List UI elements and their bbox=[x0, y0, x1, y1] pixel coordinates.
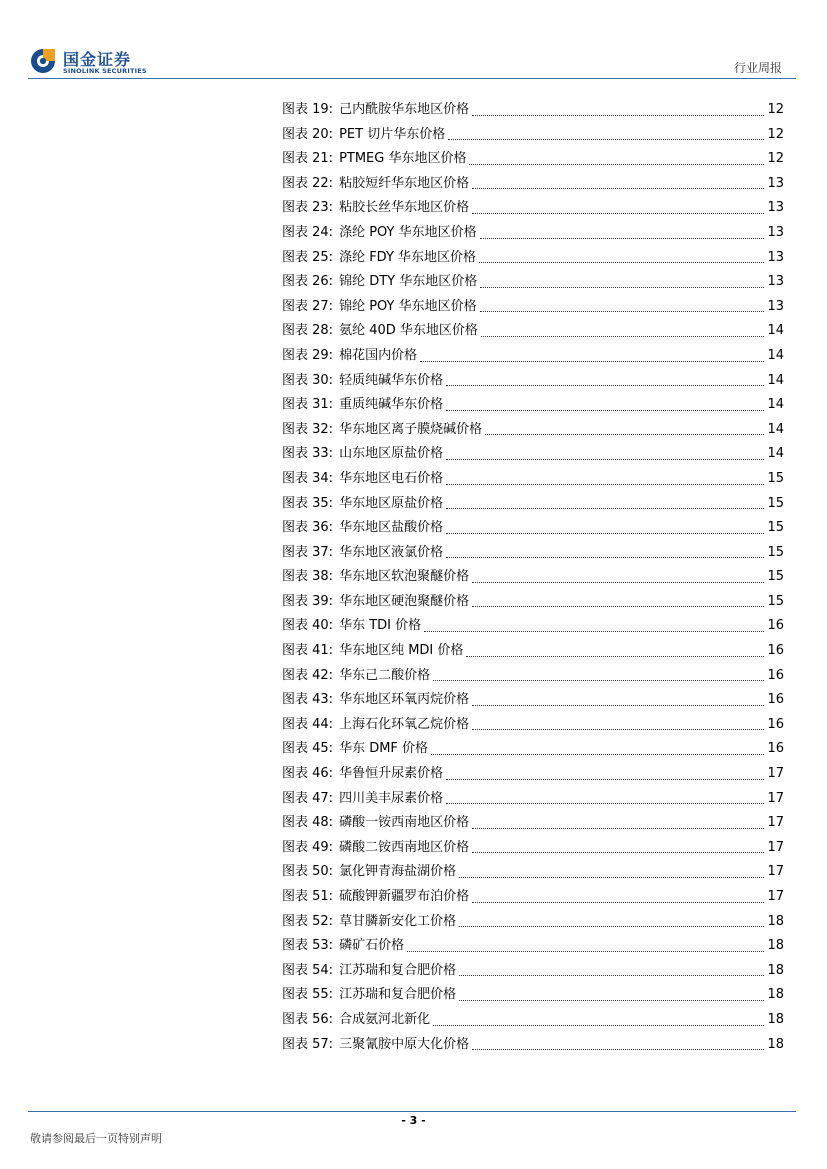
toc-dot-leader bbox=[485, 434, 764, 435]
toc-entry[interactable] bbox=[282, 492, 784, 517]
toc-figure-title: 硫酸钾新疆罗布泊价格 bbox=[339, 889, 470, 904]
toc-entry[interactable] bbox=[282, 959, 784, 984]
toc-figure-title: 涤纶 FDY 华东地区价格 bbox=[339, 249, 477, 265]
toc-dot-leader bbox=[424, 631, 764, 632]
page-header bbox=[0, 0, 827, 80]
toc-dot-leader bbox=[459, 926, 764, 927]
toc-entry[interactable] bbox=[282, 246, 784, 271]
toc-page-number: 14 bbox=[767, 421, 784, 437]
toc-dot-leader bbox=[472, 705, 764, 706]
toc-figure-label: 图表 40: bbox=[282, 618, 334, 634]
toc-page-number: 15 bbox=[767, 569, 784, 585]
toc-figure-title: 华东 DMF 价格 bbox=[339, 741, 429, 757]
toc-dot-leader bbox=[472, 828, 764, 829]
toc-figure-label: 图表 57: bbox=[282, 1036, 334, 1052]
toc-figure-title: 己内酰胺华东地区价格 bbox=[339, 102, 470, 117]
toc-page-number: 17 bbox=[767, 889, 784, 904]
toc-page-number: 13 bbox=[767, 298, 784, 314]
toc-entry[interactable] bbox=[282, 664, 784, 689]
toc-figure-title: 华东地区软泡聚醚价格 bbox=[339, 569, 470, 585]
toc-page-number: 15 bbox=[767, 495, 784, 511]
toc-figure-title: 涤纶 POY 华东地区价格 bbox=[339, 224, 477, 240]
toc-figure-title: 磷矿石价格 bbox=[339, 938, 405, 954]
toc-entry[interactable] bbox=[282, 196, 784, 221]
toc-figure-label: 图表 51: bbox=[282, 889, 334, 904]
toc-figure-label: 图表 22: bbox=[282, 175, 334, 191]
toc-page-number: 16 bbox=[767, 618, 784, 634]
toc-entry[interactable] bbox=[282, 762, 784, 787]
toc-figure-label: 图表 44: bbox=[282, 716, 334, 732]
toc-page-number: 14 bbox=[767, 372, 784, 388]
toc-figure-label: 图表 39: bbox=[282, 593, 334, 609]
toc-figure-label: 图表 20: bbox=[282, 126, 334, 142]
logo-chinese-name: 国金证券 bbox=[63, 50, 132, 69]
toc-dot-leader bbox=[446, 484, 764, 485]
toc-page-number: 13 bbox=[767, 249, 784, 265]
toc-figure-label: 图表 46: bbox=[282, 766, 334, 782]
toc-figure-label: 图表 33: bbox=[282, 446, 334, 462]
toc-entry[interactable] bbox=[282, 270, 784, 295]
toc-figure-title: 华东地区盐酸价格 bbox=[339, 520, 444, 536]
toc-figure-label: 图表 27: bbox=[282, 298, 334, 314]
toc-dot-leader bbox=[446, 385, 764, 386]
toc-figure-title: 三聚氰胺中原大化价格 bbox=[339, 1036, 470, 1052]
toc-figure-label: 图表 48: bbox=[282, 815, 334, 831]
toc-figure-label: 图表 50: bbox=[282, 864, 334, 880]
toc-dot-leader bbox=[472, 582, 764, 583]
toc-entry[interactable] bbox=[282, 295, 784, 320]
sinolink-logo-icon bbox=[30, 48, 56, 74]
toc-entry[interactable] bbox=[282, 737, 784, 762]
toc-entry[interactable] bbox=[282, 393, 784, 418]
toc-dot-leader bbox=[472, 729, 764, 730]
toc-page-number: 17 bbox=[767, 766, 784, 782]
toc-entry[interactable] bbox=[282, 467, 784, 492]
toc-figure-label: 图表 43: bbox=[282, 692, 334, 708]
toc-page-number: 13 bbox=[767, 200, 784, 216]
toc-figure-label: 图表 28: bbox=[282, 323, 334, 339]
toc-entry[interactable] bbox=[282, 418, 784, 443]
toc-page-number: 17 bbox=[767, 790, 784, 806]
toc-figure-title: 山东地区原盐价格 bbox=[339, 446, 444, 462]
toc-dot-leader bbox=[479, 262, 764, 263]
toc-dot-leader bbox=[472, 115, 764, 116]
toc-figure-title: 华东地区电石价格 bbox=[339, 470, 444, 486]
toc-figure-title: 粘胶长丝华东地区价格 bbox=[339, 200, 470, 216]
toc-entry[interactable] bbox=[282, 614, 784, 639]
toc-figure-title: 粘胶短纤华东地区价格 bbox=[339, 175, 470, 191]
toc-page-number: 13 bbox=[767, 274, 784, 290]
toc-figure-label: 图表 30: bbox=[282, 372, 334, 388]
toc-page-number: 13 bbox=[767, 175, 784, 191]
toc-dot-leader bbox=[472, 606, 764, 607]
toc-dot-leader bbox=[472, 188, 764, 189]
toc-entry[interactable] bbox=[282, 172, 784, 197]
toc-entry[interactable] bbox=[282, 221, 784, 246]
toc-figure-label: 图表 38: bbox=[282, 569, 334, 585]
toc-figure-title: 江苏瑞和复合肥价格 bbox=[339, 962, 457, 978]
toc-entry[interactable] bbox=[282, 442, 784, 467]
toc-entry[interactable] bbox=[282, 123, 784, 148]
toc-dot-leader bbox=[459, 1000, 764, 1001]
header-divider bbox=[28, 78, 796, 79]
toc-page-number: 14 bbox=[767, 446, 784, 462]
footer-divider bbox=[28, 1111, 796, 1112]
toc-dot-leader bbox=[459, 975, 764, 976]
toc-figure-title: 四川美丰尿素价格 bbox=[339, 790, 444, 806]
toc-figure-title: 华东地区离子膜烧碱价格 bbox=[339, 421, 483, 437]
toc-figure-title: PET 切片华东价格 bbox=[339, 126, 446, 142]
toc-entry[interactable] bbox=[282, 147, 784, 172]
toc-page-number: 16 bbox=[767, 716, 784, 732]
toc-figure-title: 磷酸一铵西南地区价格 bbox=[339, 815, 470, 831]
toc-dot-leader bbox=[407, 951, 764, 952]
toc-page-number: 14 bbox=[767, 397, 784, 413]
toc-figure-title: 重质纯碱华东价格 bbox=[339, 397, 444, 413]
toc-figure-title: 华东地区原盐价格 bbox=[339, 495, 444, 511]
disclaimer: 敬请参阅最后一页特别声明 bbox=[30, 1132, 162, 1145]
toc-dot-leader bbox=[431, 754, 764, 755]
toc-dot-leader bbox=[446, 557, 764, 558]
toc-dot-leader bbox=[480, 238, 765, 239]
toc-figure-label: 图表 31: bbox=[282, 397, 334, 413]
toc-entry[interactable] bbox=[282, 344, 784, 369]
toc-figure-title: 草甘膦新安化工价格 bbox=[339, 913, 457, 929]
toc-page-number: 16 bbox=[767, 741, 784, 757]
toc-entry[interactable] bbox=[282, 98, 784, 123]
toc-figure-label: 图表 19: bbox=[282, 102, 334, 117]
toc-figure-label: 图表 25: bbox=[282, 249, 334, 265]
toc-entry[interactable] bbox=[282, 369, 784, 394]
toc-entry[interactable] bbox=[282, 983, 784, 1008]
toc-entry[interactable] bbox=[282, 639, 784, 664]
toc-figure-label: 图表 41: bbox=[282, 643, 334, 659]
toc-figure-title: 锦纶 POY 华东地区价格 bbox=[339, 298, 477, 314]
toc-page-number: 12 bbox=[767, 102, 784, 117]
toc-dot-leader bbox=[433, 1025, 764, 1026]
toc-figure-label: 图表 54: bbox=[282, 962, 334, 978]
toc-figure-title: 华东地区硬泡聚醚价格 bbox=[339, 593, 470, 609]
toc-page-number: 18 bbox=[767, 938, 784, 954]
toc-entry[interactable] bbox=[282, 319, 784, 344]
toc-dot-leader bbox=[480, 311, 765, 312]
toc-figure-label: 图表 56: bbox=[282, 1011, 334, 1027]
toc-page-number: 18 bbox=[767, 987, 784, 1003]
page-number: - 3 - bbox=[401, 1114, 426, 1127]
toc-figure-title: 江苏瑞和复合肥价格 bbox=[339, 987, 457, 1003]
toc-entry[interactable] bbox=[282, 1008, 784, 1033]
toc-dot-leader bbox=[481, 336, 765, 337]
toc-figure-label: 图表 52: bbox=[282, 913, 334, 929]
toc-page-number: 15 bbox=[767, 544, 784, 560]
toc-page-number: 17 bbox=[767, 864, 784, 880]
toc-page-number: 12 bbox=[767, 126, 784, 142]
toc-entry[interactable] bbox=[282, 688, 784, 713]
toc-page-number: 17 bbox=[767, 815, 784, 831]
logo-english-name: SINOLINK SECURITIES bbox=[63, 67, 147, 75]
toc-figure-label: 图表 47: bbox=[282, 790, 334, 806]
toc-figure-title: 合成氨河北新化 bbox=[339, 1011, 431, 1027]
toc-dot-leader bbox=[446, 533, 764, 534]
report-type: 行业周报 bbox=[733, 61, 782, 75]
toc-figure-label: 图表 49: bbox=[282, 839, 334, 855]
toc-dot-leader bbox=[446, 508, 764, 509]
toc-entry[interactable] bbox=[282, 885, 784, 910]
toc-figure-title: 华鲁恒升尿素价格 bbox=[339, 766, 444, 782]
toc-figure-title: 锦纶 DTY 华东地区价格 bbox=[339, 274, 478, 290]
toc-page-number: 18 bbox=[767, 1011, 784, 1027]
toc-entry[interactable] bbox=[282, 565, 784, 590]
toc-page-number: 16 bbox=[767, 667, 784, 683]
toc-figure-label: 图表 24: bbox=[282, 224, 334, 240]
toc-entry[interactable] bbox=[282, 836, 784, 861]
toc-page-number: 15 bbox=[767, 470, 784, 486]
toc-dot-leader bbox=[448, 139, 764, 140]
toc-page-number: 16 bbox=[767, 692, 784, 708]
toc-dot-leader bbox=[469, 164, 764, 165]
toc-dot-leader bbox=[472, 213, 764, 214]
toc-figure-title: 华东地区纯 MDI 价格 bbox=[339, 643, 464, 659]
toc-page-number: 12 bbox=[767, 151, 784, 167]
toc-page-number: 16 bbox=[767, 643, 784, 659]
toc-entry[interactable] bbox=[282, 590, 784, 615]
toc-page-number: 15 bbox=[767, 520, 784, 536]
toc-figure-label: 图表 26: bbox=[282, 274, 334, 290]
toc-dot-leader bbox=[433, 680, 764, 681]
toc-figure-title: 上海石化环氧乙烷价格 bbox=[339, 716, 470, 732]
toc-dot-leader bbox=[466, 656, 764, 657]
toc-figure-title: PTMEG 华东地区价格 bbox=[339, 151, 467, 167]
toc-dot-leader bbox=[472, 852, 764, 853]
toc-dot-leader bbox=[459, 877, 764, 878]
toc-figure-title: 棉花国内价格 bbox=[339, 347, 418, 363]
toc-dot-leader bbox=[446, 803, 764, 804]
toc-figure-label: 图表 36: bbox=[282, 520, 334, 536]
toc-figure-title: 轻质纯碱华东价格 bbox=[339, 372, 444, 388]
toc-figure-label: 图表 42: bbox=[282, 667, 334, 683]
toc-figure-label: 图表 34: bbox=[282, 470, 334, 486]
toc-entry[interactable] bbox=[282, 787, 784, 812]
toc-figure-label: 图表 35: bbox=[282, 495, 334, 511]
toc-page-number: 18 bbox=[767, 913, 784, 929]
toc-page-number: 15 bbox=[767, 593, 784, 609]
toc-dot-leader bbox=[446, 410, 764, 411]
toc-figure-title: 磷酸二铵西南地区价格 bbox=[339, 839, 470, 855]
toc-page-number: 18 bbox=[767, 1036, 784, 1052]
toc-dot-leader bbox=[446, 779, 764, 780]
toc-figure-title: 华东 TDI 价格 bbox=[339, 618, 422, 634]
toc-figure-title: 华东地区环氧丙烷价格 bbox=[339, 692, 470, 708]
toc-dot-leader bbox=[480, 287, 764, 288]
toc-figure-title: 氯化钾青海盐湖价格 bbox=[339, 864, 457, 880]
toc-figure-label: 图表 53: bbox=[282, 938, 334, 954]
toc-figure-label: 图表 37: bbox=[282, 544, 334, 560]
toc-entry[interactable] bbox=[282, 934, 784, 959]
toc-page-number: 18 bbox=[767, 962, 784, 978]
toc-figure-label: 图表 23: bbox=[282, 200, 334, 216]
toc-figure-title: 华东地区液氯价格 bbox=[339, 544, 444, 560]
toc-dot-leader bbox=[420, 361, 764, 362]
toc-entry[interactable] bbox=[282, 811, 784, 836]
company-logo bbox=[30, 44, 170, 78]
toc-entry[interactable] bbox=[282, 1033, 784, 1058]
toc-page-number: 17 bbox=[767, 839, 784, 855]
toc-figure-label: 图表 45: bbox=[282, 741, 334, 757]
toc-figure-title: 氨纶 40D 华东地区价格 bbox=[339, 323, 478, 339]
toc-dot-leader bbox=[472, 902, 764, 903]
toc-page-number: 14 bbox=[767, 347, 784, 363]
toc-dot-leader bbox=[472, 1049, 764, 1050]
figure-list bbox=[282, 98, 784, 1057]
toc-figure-label: 图表 29: bbox=[282, 347, 334, 363]
toc-figure-label: 图表 21: bbox=[282, 151, 334, 167]
toc-page-number: 14 bbox=[767, 323, 784, 339]
toc-figure-title: 华东己二酸价格 bbox=[339, 667, 431, 683]
toc-entry[interactable] bbox=[282, 541, 784, 566]
toc-page-number: 13 bbox=[767, 224, 784, 240]
toc-entry[interactable] bbox=[282, 860, 784, 885]
toc-entry[interactable] bbox=[282, 910, 784, 935]
toc-entry[interactable] bbox=[282, 516, 784, 541]
toc-dot-leader bbox=[446, 459, 764, 460]
toc-entry[interactable] bbox=[282, 713, 784, 738]
toc-figure-label: 图表 32: bbox=[282, 421, 334, 437]
toc-figure-label: 图表 55: bbox=[282, 987, 334, 1003]
